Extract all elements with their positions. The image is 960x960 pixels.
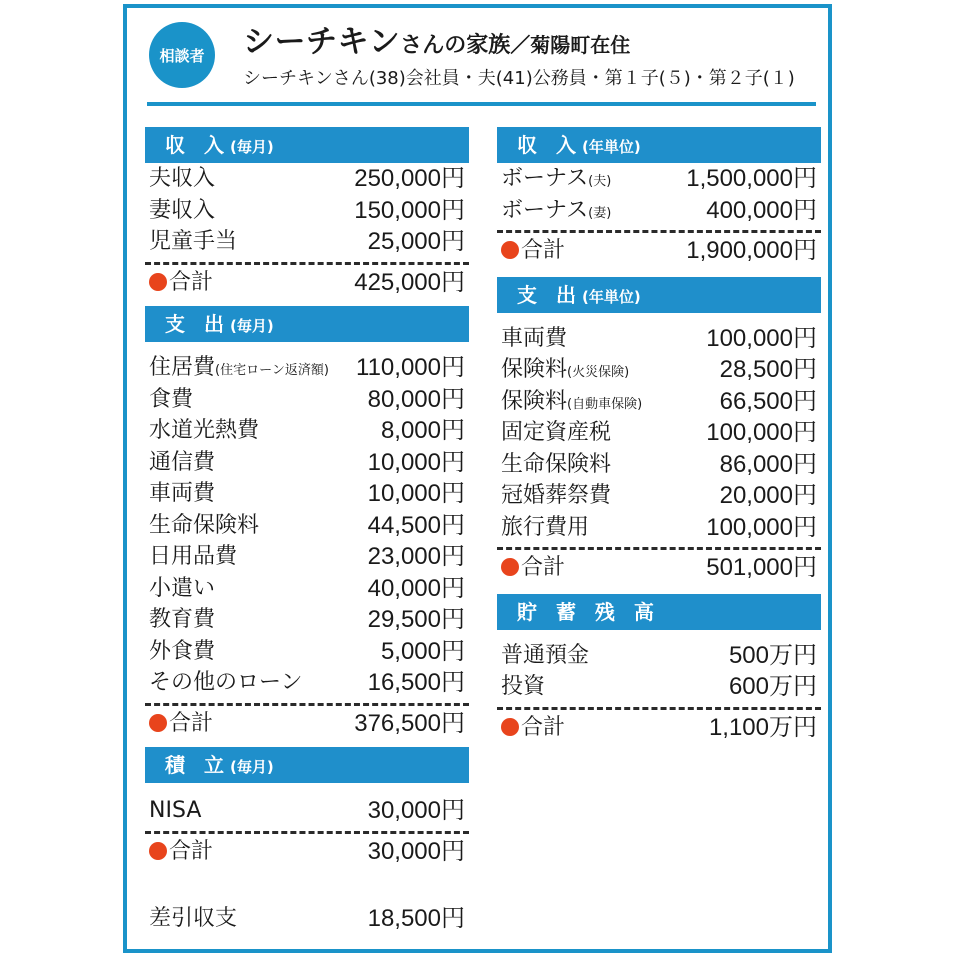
dashed-divider xyxy=(145,262,469,265)
row-label-note: (自動車保険) xyxy=(567,396,643,412)
total-row: 合計 1,100万円 xyxy=(497,712,821,744)
red-dot-icon xyxy=(501,241,519,259)
row-value: 500万円 xyxy=(728,641,817,669)
total-row: 合計 501,000円 xyxy=(497,552,821,584)
row-value: 8,000円 xyxy=(380,417,465,444)
savings-monthly-section xyxy=(145,747,469,867)
table-row xyxy=(145,384,469,416)
row-label: 外食費 xyxy=(149,638,216,664)
left-column xyxy=(145,127,469,935)
row-value: 100,000円 xyxy=(706,513,817,541)
family-name: シーチキン xyxy=(243,24,401,60)
table-row xyxy=(497,512,821,544)
row-label: 固定資産税 xyxy=(501,420,612,445)
row-label: 通信費 xyxy=(149,449,216,475)
row-label-note: (夫) xyxy=(588,174,612,189)
row-label: 普通預金 xyxy=(501,642,590,668)
row-value: 250,000円 xyxy=(354,165,465,192)
table-row xyxy=(497,449,821,481)
section-heading: 収 入(年単位) xyxy=(497,127,821,163)
row-value: 16,500円 xyxy=(367,669,465,696)
family-location: ／菊陽町在住 xyxy=(510,33,631,57)
table-row xyxy=(497,323,821,355)
family-members: シーチキンさん(38)会社員・夫(41)公務員・第１子(５)・第２子(１) xyxy=(243,68,795,89)
row-label: 児童手当 xyxy=(149,229,238,254)
row-list xyxy=(497,640,821,703)
dashed-divider xyxy=(497,230,821,233)
row-value: 86,000円 xyxy=(719,450,817,478)
row-value: 1,500,000円 xyxy=(686,165,817,192)
table-row xyxy=(145,510,469,542)
table-row xyxy=(145,195,469,227)
row-list xyxy=(145,795,469,827)
table-row xyxy=(497,640,821,672)
section-heading: 貯 蓄 残 高 xyxy=(497,594,821,630)
table-row xyxy=(145,795,469,827)
row-list xyxy=(497,323,821,544)
table-row xyxy=(497,480,821,512)
table-row xyxy=(145,352,469,384)
row-label: ボーナス(妻) xyxy=(501,197,612,223)
row-label: 教育費 xyxy=(149,607,216,632)
row-label: 住居費(住宅ローン返済額) xyxy=(149,355,329,380)
row-value: 20,000円 xyxy=(719,482,817,509)
table-row xyxy=(145,667,469,699)
row-label: 妻収入 xyxy=(149,197,216,223)
right-column xyxy=(497,127,821,743)
row-label-note: (住宅ローン返済額) xyxy=(215,363,329,378)
row-value: 25,000円 xyxy=(367,228,465,255)
row-label: 生命保険料 xyxy=(149,512,260,538)
row-label: 食費 xyxy=(149,386,194,412)
row-value: 600万円 xyxy=(728,673,817,700)
section-heading: 収 入(毎月) xyxy=(145,127,469,163)
table-row xyxy=(145,478,469,510)
row-value: 5,000円 xyxy=(380,637,465,665)
row-value: 10,000円 xyxy=(367,480,465,507)
table-row xyxy=(145,163,469,195)
row-value: 100,000円 xyxy=(706,419,817,446)
row-value: 66,500円 xyxy=(719,387,817,415)
dashed-divider xyxy=(497,707,821,710)
row-value: 100,000円 xyxy=(706,324,817,352)
row-label: 日用品費 xyxy=(149,544,238,569)
table-row xyxy=(145,541,469,573)
row-label: 夫収入 xyxy=(149,166,216,191)
row-label: 車両費 xyxy=(501,325,568,351)
expense-yearly-section xyxy=(497,277,821,584)
table-row xyxy=(497,386,821,418)
dashed-divider xyxy=(145,831,469,834)
total-row: 合計 30,000円 xyxy=(145,836,469,868)
row-value: 80,000円 xyxy=(367,385,465,413)
row-label: ボーナス(夫) xyxy=(501,166,612,191)
table-row xyxy=(145,415,469,447)
row-list xyxy=(145,352,469,699)
section-heading: 積 立(毎月) xyxy=(145,747,469,783)
total-row: 合計 1,900,000円 xyxy=(497,235,821,267)
row-value: 40,000円 xyxy=(367,574,465,602)
table-row xyxy=(145,604,469,636)
section-heading: 支 出(毎月) xyxy=(145,306,469,342)
red-dot-icon xyxy=(149,714,167,732)
row-value: 110,000円 xyxy=(356,354,465,381)
red-dot-icon xyxy=(501,718,519,736)
row-value: 30,000円 xyxy=(367,797,465,824)
row-list xyxy=(497,163,821,226)
row-label: 旅行費用 xyxy=(501,514,590,540)
section-heading: 支 出(年単位) xyxy=(497,277,821,313)
row-label: 保険料(自動車保険) xyxy=(501,388,643,414)
row-label: 保険料(火災保険) xyxy=(501,357,630,382)
budget-card xyxy=(123,4,832,953)
dashed-divider xyxy=(497,547,821,550)
red-dot-icon xyxy=(501,558,519,576)
dashed-divider xyxy=(145,703,469,706)
balance-row: 差引収支 18,500円 xyxy=(149,905,465,932)
row-value: 23,000円 xyxy=(367,543,465,570)
table-row xyxy=(145,573,469,605)
row-value: 150,000円 xyxy=(354,196,465,224)
family-title xyxy=(243,22,630,67)
expense-monthly-section xyxy=(145,306,469,739)
row-label: 投資 xyxy=(501,674,546,699)
income-yearly-section xyxy=(497,127,821,267)
table-row xyxy=(497,417,821,449)
table-row xyxy=(497,195,821,227)
row-label: その他のローン xyxy=(149,670,303,695)
table-row xyxy=(497,354,821,386)
red-dot-icon xyxy=(149,273,167,291)
table-row xyxy=(145,226,469,258)
row-label: NISA xyxy=(149,798,202,823)
income-monthly-section xyxy=(145,127,469,298)
total-row: 合計 376,500円 xyxy=(145,708,469,740)
header-divider xyxy=(147,102,816,106)
total-row: 合計 425,000円 xyxy=(145,267,469,299)
row-label: 冠婚葬祭費 xyxy=(501,483,612,508)
table-row xyxy=(497,671,821,703)
consultant-badge: 相談者 xyxy=(149,22,215,88)
row-label: 小遣い xyxy=(149,575,216,601)
table-row xyxy=(145,447,469,479)
assets-section xyxy=(497,594,821,744)
row-value: 10,000円 xyxy=(367,448,465,476)
row-label-note: (火災保険) xyxy=(567,365,630,380)
row-value: 29,500円 xyxy=(367,606,465,633)
row-list xyxy=(145,163,469,258)
row-value: 28,500円 xyxy=(719,356,817,383)
red-dot-icon xyxy=(149,842,167,860)
row-label: 生命保険料 xyxy=(501,451,612,477)
row-value: 400,000円 xyxy=(706,196,817,224)
table-row xyxy=(145,636,469,668)
row-label: 水道光熱費 xyxy=(149,418,260,443)
row-value: 44,500円 xyxy=(367,511,465,539)
table-row xyxy=(497,163,821,195)
row-label: 車両費 xyxy=(149,481,216,506)
family-suffix: さんの家族 xyxy=(400,33,511,58)
row-label-note: (妻) xyxy=(588,205,612,221)
